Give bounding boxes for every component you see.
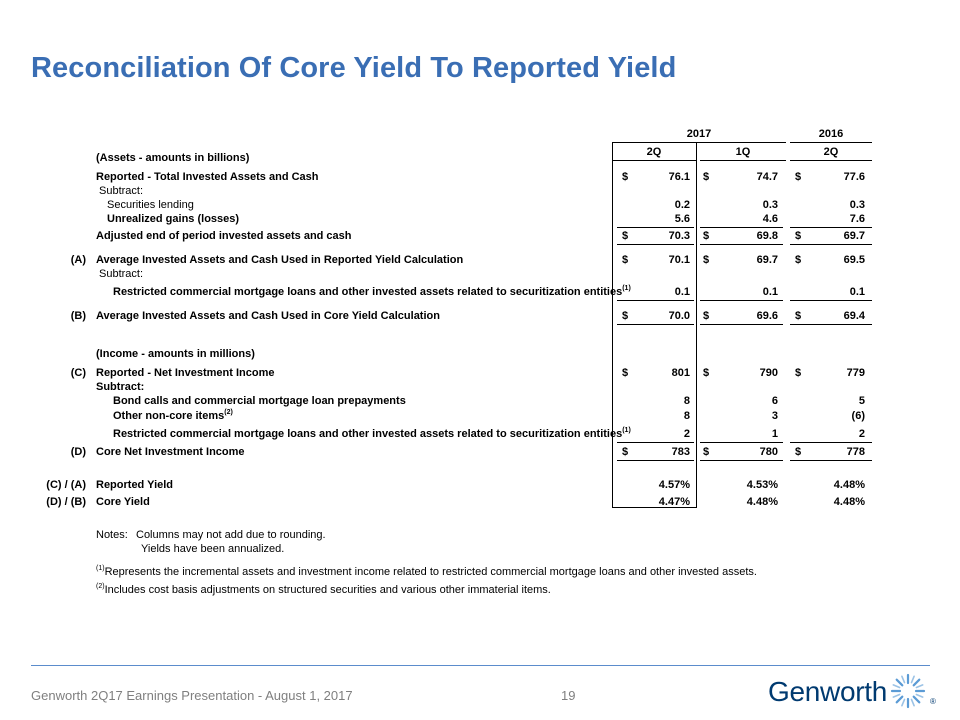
dollar-sign: $ — [622, 367, 629, 379]
notes-line-2: Yields have been annualized. — [141, 543, 285, 555]
total-underline — [617, 442, 694, 443]
row-value: 780 — [759, 446, 778, 458]
row-code: (C) — [70, 367, 86, 379]
row-value: 0.3 — [849, 199, 865, 211]
dollar-sign: $ — [703, 254, 710, 266]
row-label — [107, 199, 194, 212]
total-underline — [790, 460, 872, 461]
dollar-sign: $ — [703, 446, 710, 458]
row-label-text: Reported - Net Investment Income — [96, 367, 275, 379]
row-label — [113, 410, 233, 423]
total-underline — [700, 442, 783, 443]
row-value: 783 — [671, 446, 690, 458]
row-label-text: Bond calls and commercial mortgage loan prepayments — [113, 395, 406, 407]
year-header-2017: 2017 — [686, 128, 712, 140]
row-value: 0.2 — [674, 199, 690, 211]
dollar-sign: $ — [622, 446, 629, 458]
row-value: 5.6 — [674, 213, 690, 225]
row-label-text: Unrealized gains (losses) — [107, 213, 240, 225]
total-underline — [617, 300, 694, 301]
row-value: 7.6 — [849, 213, 865, 225]
row-label — [113, 428, 631, 441]
total-underline — [790, 324, 872, 325]
footer-text: Genworth 2Q17 Earnings Presentation - August 1, 2017 — [31, 688, 353, 703]
dollar-sign: $ — [622, 310, 629, 322]
row-label-text: Subtract: — [99, 185, 144, 197]
row-value: 778 — [846, 446, 865, 458]
quarter-header-1q17: 1Q — [735, 146, 751, 158]
row-value: 2 — [858, 428, 865, 440]
row-value: 69.5 — [843, 254, 865, 266]
row-value: 8 — [683, 410, 690, 422]
dollar-sign: $ — [622, 171, 629, 183]
row-value: 4.48% — [746, 496, 778, 508]
footnote-2-mark: (2) — [96, 583, 105, 590]
row-value: 74.7 — [756, 171, 778, 183]
notes-line-1: Columns may not add due to rounding. — [136, 529, 326, 541]
registered-mark: ® — [930, 697, 936, 706]
row-label — [96, 310, 440, 323]
total-underline — [790, 442, 872, 443]
row-value: 70.1 — [668, 254, 690, 266]
row-value: 6 — [771, 395, 778, 407]
row-value: 0.3 — [762, 199, 778, 211]
total-underline — [700, 244, 783, 245]
total-underline — [617, 244, 694, 245]
row-label-text: Reported - Total Invested Assets and Cash — [96, 171, 319, 183]
row-label-text: Adjusted end of period invested assets and cash — [96, 230, 352, 242]
row-value: 801 — [671, 367, 690, 379]
column-border-right — [696, 142, 697, 507]
row-value: 69.8 — [756, 230, 778, 242]
total-underline — [617, 460, 694, 461]
dollar-sign: $ — [703, 310, 710, 322]
column-border-left — [612, 142, 613, 507]
row-value: 790 — [759, 367, 778, 379]
row-label-text: (Assets - amounts in billions) — [96, 152, 250, 164]
row-label-text: Subtract: — [96, 381, 145, 393]
row-label-text: Subtract: — [99, 268, 144, 280]
row-label — [96, 446, 245, 459]
dollar-sign: $ — [703, 230, 710, 242]
row-value: 2 — [683, 428, 690, 440]
row-label-text: Average Invested Assets and Cash Used in Reported Yield Calculation — [96, 254, 464, 266]
row-label — [96, 152, 249, 165]
row-value: 4.47% — [658, 496, 690, 508]
dollar-sign: $ — [703, 367, 710, 379]
row-label — [96, 496, 150, 509]
row-code: (D) / (B) — [46, 496, 86, 508]
year-underline-2017 — [612, 142, 786, 143]
dollar-sign: $ — [795, 310, 802, 322]
row-label-text: Securities lending — [107, 199, 194, 211]
logo-wordmark: Genworth — [768, 676, 887, 707]
total-underline — [790, 227, 872, 228]
starburst-icon — [890, 673, 926, 709]
row-value: 69.4 — [843, 310, 865, 322]
row-label-text: Restricted commercial mortgage loans and other invested assets related to securitization entities — [113, 286, 623, 298]
row-value: 4.53% — [746, 479, 778, 491]
total-underline — [617, 324, 694, 325]
row-value: 70.3 — [668, 230, 690, 242]
row-label — [96, 230, 352, 243]
total-underline — [790, 244, 872, 245]
dollar-sign: $ — [795, 367, 802, 379]
row-label-text: (Income - amounts in millions) — [96, 348, 255, 360]
row-label — [113, 286, 631, 299]
row-value: 69.6 — [756, 310, 778, 322]
footnote-2-text: Includes cost basis adjustments on structured securities and various other immaterial items. — [104, 584, 551, 596]
row-value: 4.57% — [658, 479, 690, 491]
footnote-1 — [96, 566, 757, 579]
row-label-text: Other non-core items — [113, 410, 225, 422]
row-value: (6) — [851, 410, 865, 422]
row-label-text: Average Invested Assets and Cash Used in Core Yield Calculation — [96, 310, 440, 322]
row-value: 779 — [846, 367, 865, 379]
page-title: Reconciliation Of Core Yield To Reported Yield — [31, 52, 677, 84]
quarter-header-2q17: 2Q — [646, 146, 662, 158]
row-value: 69.7 — [843, 230, 865, 242]
year-header-2016: 2016 — [818, 128, 844, 140]
dollar-sign: $ — [703, 171, 710, 183]
row-value: 8 — [683, 395, 690, 407]
footnote-ref: (2) — [224, 409, 233, 416]
total-underline — [700, 300, 783, 301]
row-value: 70.0 — [668, 310, 690, 322]
row-value: 0.1 — [762, 286, 778, 298]
row-label-text: Core Yield — [96, 496, 150, 508]
row-label-text: Core Net Investment Income — [96, 446, 245, 458]
row-label — [96, 381, 144, 394]
row-value: 76.1 — [668, 171, 690, 183]
row-label — [96, 367, 274, 380]
row-label-text: Reported Yield — [96, 479, 174, 491]
row-value: 77.6 — [843, 171, 865, 183]
quarter-underline — [700, 160, 786, 161]
footnote-2 — [96, 584, 551, 597]
row-label — [99, 185, 143, 198]
quarter-underline — [612, 160, 696, 161]
page-number: 19 — [561, 688, 576, 703]
quarter-underline — [790, 160, 872, 161]
footnote-1-mark: (1) — [96, 565, 105, 572]
row-code: (B) — [70, 310, 86, 322]
row-label-text: Restricted commercial mortgage loans and other invested assets related to securitization entities — [113, 428, 623, 440]
row-label — [107, 213, 239, 226]
row-value: 0.1 — [849, 286, 865, 298]
row-value: 1 — [771, 428, 778, 440]
dollar-sign: $ — [795, 171, 802, 183]
row-value: 5 — [858, 395, 865, 407]
row-value: 69.7 — [756, 254, 778, 266]
row-code: (C) / (A) — [46, 479, 86, 491]
row-label — [96, 254, 463, 267]
total-underline — [700, 460, 783, 461]
total-underline — [617, 227, 694, 228]
row-value: 4.6 — [762, 213, 778, 225]
row-label — [99, 268, 143, 281]
dollar-sign: $ — [795, 230, 802, 242]
row-label — [96, 479, 173, 492]
row-value: 3 — [771, 410, 778, 422]
footnote-ref: (1) — [622, 285, 631, 292]
row-label — [96, 348, 255, 361]
footnote-1-text: Represents the incremental assets and investment income related to restricted commercial mortgage loans and other invested assets. — [104, 566, 757, 578]
footnote-ref: (1) — [622, 427, 631, 434]
row-code: (A) — [70, 254, 86, 266]
row-value: 4.48% — [833, 496, 865, 508]
total-underline — [790, 300, 872, 301]
footer-divider — [31, 665, 930, 666]
total-underline — [700, 324, 783, 325]
row-label — [96, 171, 319, 184]
row-label — [113, 395, 406, 408]
row-value: 0.1 — [674, 286, 690, 298]
quarter-header-2q16: 2Q — [823, 146, 839, 158]
dollar-sign: $ — [795, 254, 802, 266]
total-underline — [700, 227, 783, 228]
dollar-sign: $ — [622, 254, 629, 266]
dollar-sign: $ — [622, 230, 629, 242]
row-code: (D) — [70, 446, 86, 458]
notes-label: Notes: — [96, 529, 128, 541]
row-value: 4.48% — [833, 479, 865, 491]
year-underline-2016 — [790, 142, 872, 143]
dollar-sign: $ — [795, 446, 802, 458]
